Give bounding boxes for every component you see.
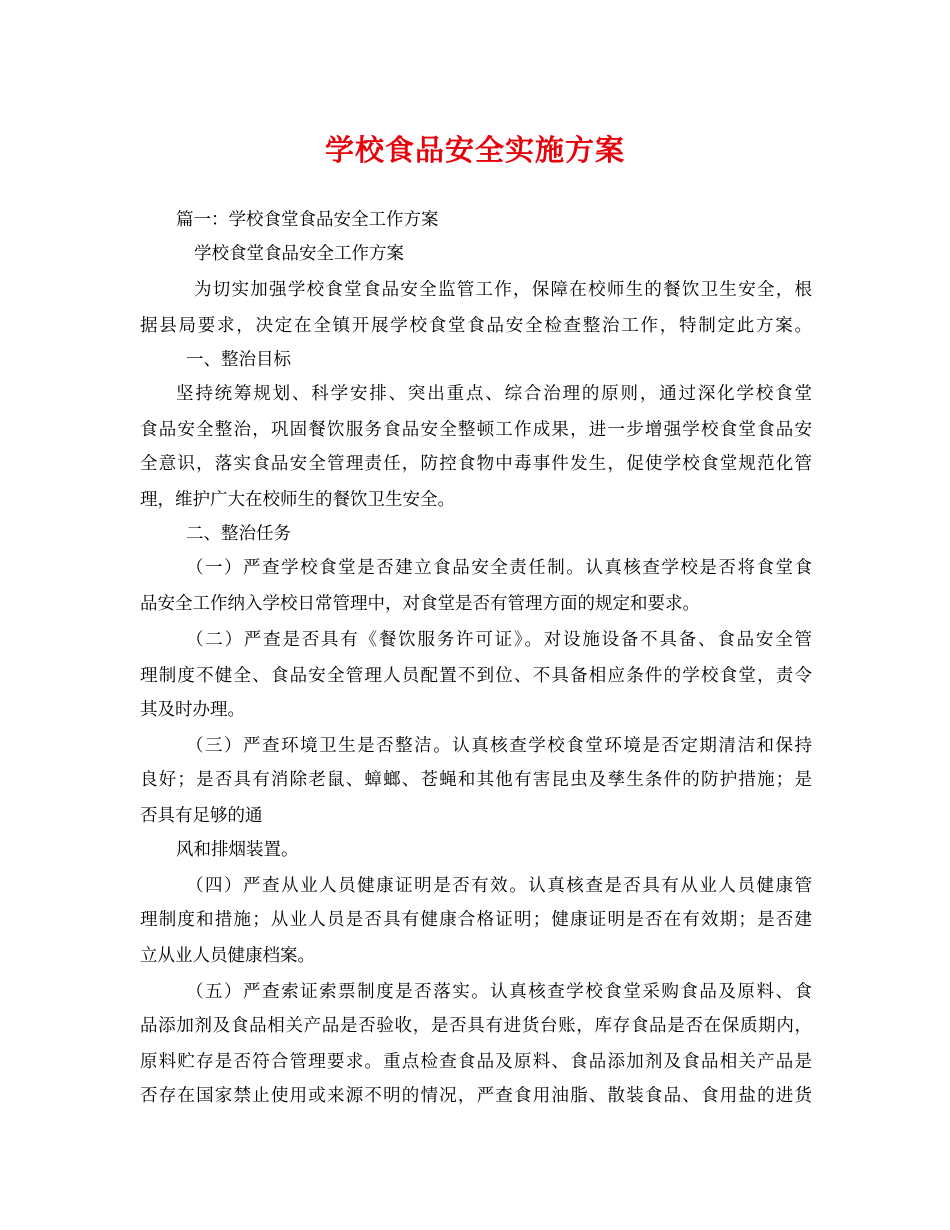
paragraph-line: （一）严查学校食堂是否建立食品安全责任制。认真核查学校是否将食堂食 xyxy=(186,558,812,578)
paragraph-line: （二）严查是否具有《餐饮服务许可证》。对设施设备不具备、食品安全管 xyxy=(186,630,812,650)
paragraph-line: 原料贮存是否符合管理要求。重点检查食品及原料、食品添加剂及食品相关产品是 xyxy=(140,1052,812,1072)
paragraph-line: 理制度不健全、食品安全管理人员配置不到位、不具备相应条件的学校食堂，责令 xyxy=(140,666,812,686)
paragraph-line: 理，维护广大在校师生的餐饮卫生安全。 xyxy=(140,490,455,510)
section-heading: 二、整治任务 xyxy=(186,524,291,544)
paragraph-line: 品添加剂及食品相关产品是否验收，是否具有进货台账，库存食品是否在保质期内， xyxy=(140,1016,812,1036)
paragraph-line: 风和排烟装置。 xyxy=(176,840,299,860)
paragraph-line: 其及时办理。 xyxy=(140,700,245,720)
paragraph-line: 据县局要求，决定在全镇开展学校食堂食品安全检查整治工作，特制定此方案。 xyxy=(140,316,812,336)
paragraph-line: 否存在国家禁止使用或来源不明的情况，严查食用油脂、散装食品、食用盐的进货 xyxy=(140,1086,812,1106)
paragraph-line: 全意识，落实食品安全管理责任，防控食物中毒事件发生，促使学校食堂规范化管 xyxy=(140,454,812,474)
paragraph-line: （五）严查索证索票制度是否落实。认真核查学校食堂采购食品及原料、食 xyxy=(186,982,812,1002)
paragraph-line: 品安全工作纳入学校日常管理中，对食堂是否有管理方面的规定和要求。 xyxy=(140,594,700,614)
document-title: 学校食品安全实施方案 xyxy=(324,133,625,167)
paragraph-line: 坚持统筹规划、科学安排、突出重点、综合治理的原则，通过深化学校食堂 xyxy=(176,384,812,404)
paragraph-line: 立从业人员健康档案。 xyxy=(140,946,315,966)
section-heading: 篇一：学校食堂食品安全工作方案 xyxy=(176,210,439,230)
section-heading: 一、整治目标 xyxy=(186,350,291,370)
paragraph-line: 为切实加强学校食堂食品安全监管工作，保障在校师生的餐饮卫生安全，根 xyxy=(194,280,812,300)
paragraph-line: （三）严查环境卫生是否整洁。认真核查学校食堂环境是否定期清洁和保持 xyxy=(186,736,812,756)
subheading: 学校食堂食品安全工作方案 xyxy=(194,244,404,264)
paragraph-line: （四）严查从业人员健康证明是否有效。认真核查是否具有从业人员健康管 xyxy=(186,876,812,896)
paragraph-line: 否具有足够的通 xyxy=(140,806,263,826)
paragraph-line: 理制度和措施；从业人员是否具有健康合格证明；健康证明是否在有效期；是否建 xyxy=(140,910,812,930)
paragraph-line: 良好；是否具有消除老鼠、蟑螂、苍蝇和其他有害昆虫及孳生条件的防护措施；是 xyxy=(140,770,812,790)
paragraph-line: 食品安全整治，巩固餐饮服务食品安全整顿工作成果，进一步增强学校食堂食品安 xyxy=(140,420,812,440)
